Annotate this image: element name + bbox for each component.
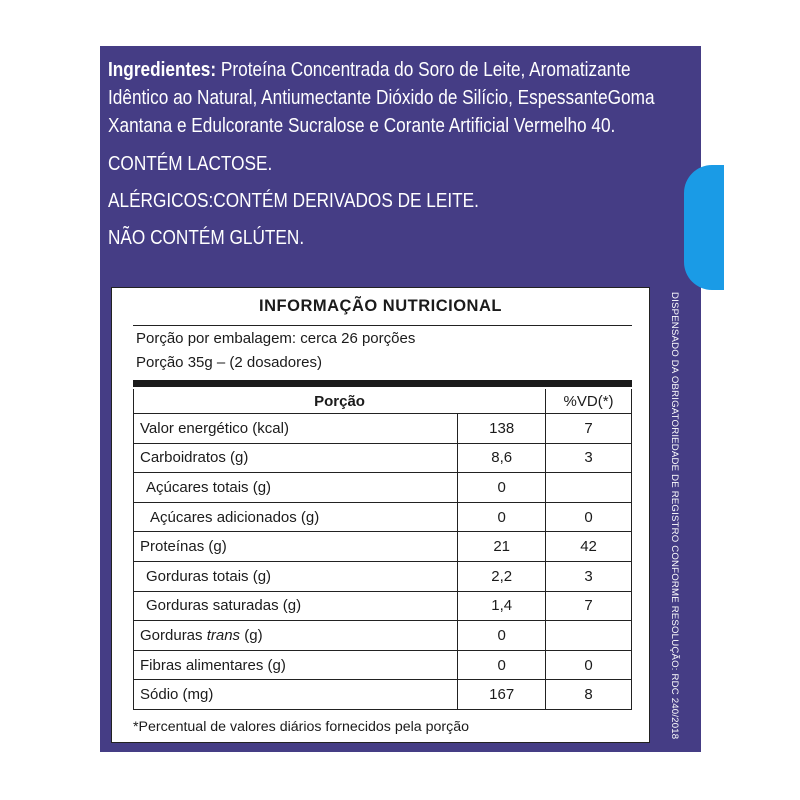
- nutrient-amount: 8,6: [458, 443, 546, 473]
- table-row: [134, 443, 632, 473]
- nutrient-vd: 3: [546, 443, 632, 473]
- table-row: [134, 561, 632, 591]
- nutrient-vd: 7: [546, 591, 632, 621]
- thick-divider: [133, 380, 632, 387]
- table-row: [134, 621, 632, 651]
- nutrient-vd: 3: [546, 561, 632, 591]
- nutrient-label: Açúcares totais (g): [134, 473, 458, 503]
- nutrient-label: [134, 621, 458, 651]
- table-row: [134, 650, 632, 680]
- registration-note-text: DISPENSADO DA OBRIGATORIEDADE DE REGISTRO CONFORME RESOLUÇÃO: RDC 240/2018: [669, 292, 680, 740]
- nutrient-header-row: [134, 389, 632, 414]
- servings-per-package: Porção por embalagem: cerca 26 porções: [136, 330, 416, 347]
- nutrient-amount: 0: [458, 473, 546, 503]
- nutrition-title: INFORMAÇÃO NUTRICIONAL: [259, 297, 502, 315]
- nutrient-amount: 2,2: [458, 561, 546, 591]
- header-portion: Porção: [134, 389, 546, 414]
- nutrient-vd: [546, 473, 632, 503]
- nutrient-amount: 0: [458, 621, 546, 651]
- nutrient-amount: 1,4: [458, 591, 546, 621]
- gluten-warning: NÃO CONTÉM GLÚTEN.: [108, 226, 305, 249]
- table-row: [134, 502, 632, 532]
- ingredients-label: Ingredientes:: [108, 58, 217, 81]
- ingredients-line-2: Idêntico ao Natural, Antiumectante Dióxido de Silício, EspessanteGoma: [108, 86, 655, 109]
- table-row: [134, 591, 632, 621]
- nutrient-vd: 7: [546, 414, 632, 444]
- nutrient-amount: 21: [458, 532, 546, 562]
- allergen-warning: ALÉRGICOS:CONTÉM DERIVADOS DE LEITE.: [108, 189, 479, 212]
- nutrient-vd: 0: [546, 502, 632, 532]
- ingredients-block: [108, 56, 696, 252]
- nutrient-vd: [546, 621, 632, 651]
- registration-note: [667, 292, 681, 740]
- lactose-warning: CONTÉM LACTOSE.: [108, 152, 273, 175]
- nutrient-label: Gorduras totais (g): [134, 561, 458, 591]
- nutrient-amount: 0: [458, 650, 546, 680]
- nutrient-label: Açúcares adicionados (g): [134, 502, 458, 532]
- nutrition-facts-table: [111, 287, 650, 743]
- nutrient-amount: 167: [458, 680, 546, 710]
- nutrient-label: Fibras alimentares (g): [134, 650, 458, 680]
- header-vd: %VD(*): [546, 389, 632, 414]
- table-row: [134, 680, 632, 710]
- nutrient-grid: [133, 389, 632, 710]
- ingredients-line-3: Xantana e Edulcorante Sucralose e Corante Artificial Vermelho 40.: [108, 114, 616, 137]
- ingredients-line-1: [108, 56, 696, 84]
- nutrient-label: Carboidratos (g): [134, 443, 458, 473]
- ingredients-text-1: Proteína Concentrada do Soro de Leite, Aromatizante: [216, 58, 631, 81]
- trans-label-italic: trans: [206, 626, 241, 644]
- nutrient-vd: 42: [546, 532, 632, 562]
- trans-label-suffix: (g): [240, 626, 263, 644]
- trans-label-prefix: Gorduras: [140, 626, 207, 644]
- nutrient-vd: 8: [546, 680, 632, 710]
- table-row: [134, 532, 632, 562]
- table-row: [134, 473, 632, 503]
- serving-size: Porção 35g – (2 dosadores): [136, 354, 322, 371]
- nutrient-label: Valor energético (kcal): [134, 414, 458, 444]
- vd-footnote: *Percentual de valores diários fornecidos pela porção: [133, 719, 469, 735]
- nutrient-amount: 0: [458, 502, 546, 532]
- nutrient-label: Gorduras saturadas (g): [134, 591, 458, 621]
- nutrient-label: Proteínas (g): [134, 532, 458, 562]
- table-row: [134, 414, 632, 444]
- nutrient-label: Sódio (mg): [134, 680, 458, 710]
- nutrient-amount: 138: [458, 414, 546, 444]
- title-divider: [133, 325, 632, 326]
- nutrient-vd: 0: [546, 650, 632, 680]
